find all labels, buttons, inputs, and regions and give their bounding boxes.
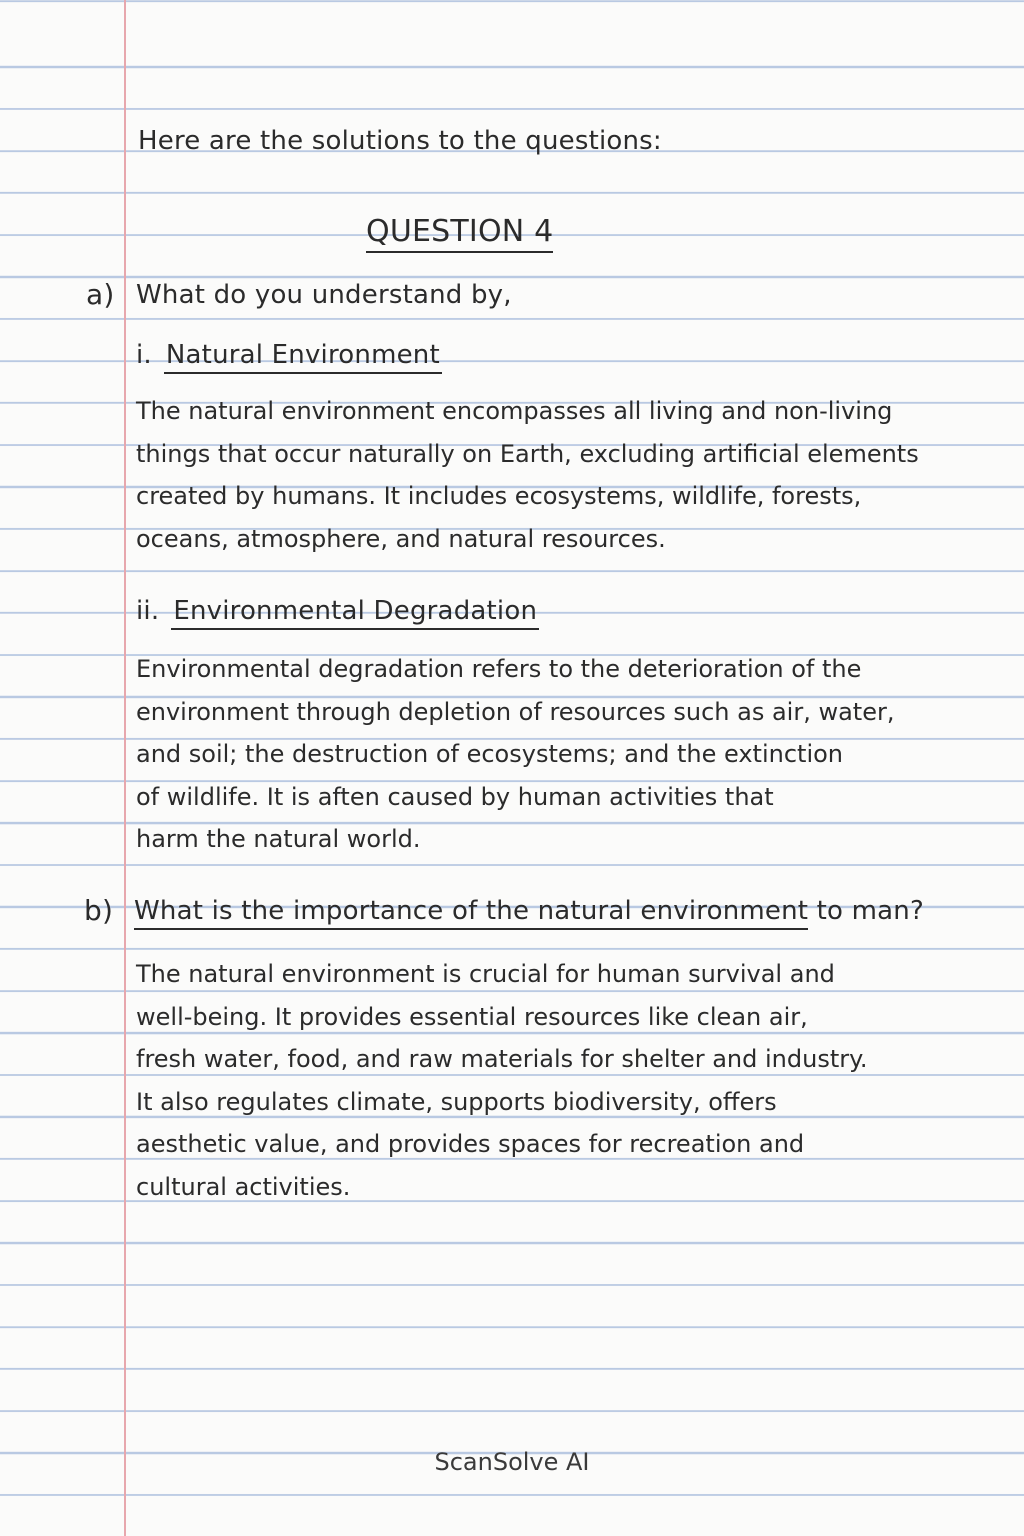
item-i-heading-row xyxy=(136,340,442,374)
margin-line xyxy=(124,0,126,1536)
answer-line: It also regulates climate, supports biodiversity, offers xyxy=(136,1087,777,1116)
part-b-marker: b) xyxy=(84,894,114,927)
answer-line: things that occur naturally on Earth, excluding artificial elements xyxy=(136,439,919,468)
answer-line: well-being. It provides essential resources like clean air, xyxy=(136,1002,808,1031)
answer-line: environment through depletion of resources such as air, water, xyxy=(136,697,895,726)
part-b-prompt-rest: to man? xyxy=(808,896,924,926)
answer-line: of wildlife. It is aften caused by human activities that xyxy=(136,782,774,811)
part-b-answer xyxy=(136,953,868,1208)
part-a-prompt: What do you understand by, xyxy=(136,280,512,310)
answer-line: The natural environment is crucial for human survival and xyxy=(136,960,835,988)
item-ii-heading-row xyxy=(136,596,539,630)
answer-line: cultural activities. xyxy=(136,1172,351,1201)
item-ii-number: ii. xyxy=(136,596,160,626)
answer-line: aesthetic value, and provides spaces for recreation and xyxy=(136,1130,805,1158)
answer-line: and soil; the destruction of ecosystems; and the extinction xyxy=(136,740,844,768)
item-i-number: i. xyxy=(136,340,152,370)
item-ii-heading: Environmental Degradation xyxy=(171,596,539,630)
intro-text: Here are the solutions to the questions: xyxy=(138,126,662,156)
item-i-answer xyxy=(136,390,919,560)
answer-line: created by humans. It includes ecosystems, wildlife, forests, xyxy=(136,482,862,510)
question-title: QUESTION 4 xyxy=(366,214,553,253)
answer-line: fresh water, food, and raw materials for shelter and industry. xyxy=(136,1045,868,1073)
item-i-heading: Natural Environment xyxy=(164,340,442,374)
answer-line: harm the natural world. xyxy=(136,825,421,853)
answer-line: oceans, atmosphere, and natural resources. xyxy=(136,524,666,553)
answer-line: The natural environment encompasses all living and non-living xyxy=(136,397,893,425)
footer-brand: ScanSolve AI xyxy=(434,1448,590,1476)
item-ii-answer xyxy=(136,648,894,861)
part-a-marker: a) xyxy=(86,278,115,311)
part-b-prompt xyxy=(134,896,924,926)
answer-line: Environmental degradation refers to the deterioration of the xyxy=(136,655,862,683)
part-b-prompt-underlined: What is the importance of the natural environment xyxy=(134,896,808,930)
